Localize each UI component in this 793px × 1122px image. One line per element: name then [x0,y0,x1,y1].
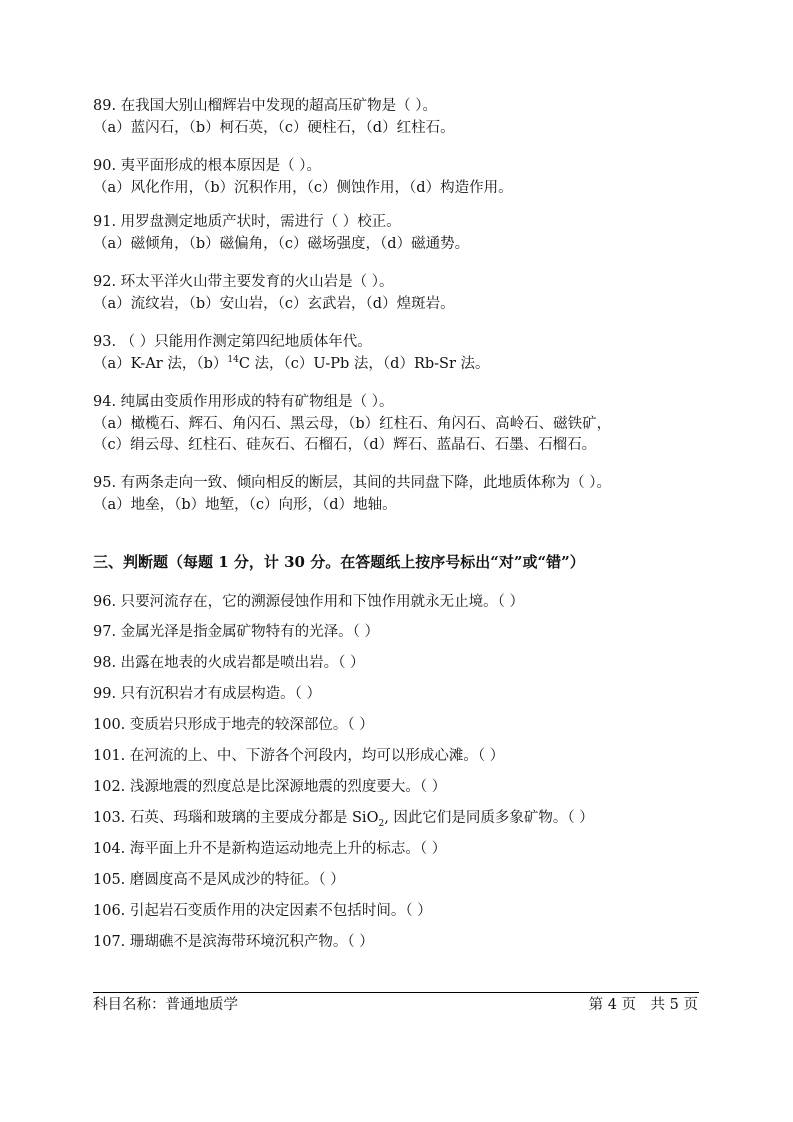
question-100: 100. 变质岩只形成于地壳的较深部位。（ ） [93,717,374,733]
question-91-stem: 91. 用罗盘测定地质产状时，需进行（ ）校正。 [93,214,401,230]
question-90-options: （a）风化作用，（b）沉积作用，（c）侧蚀作用，（d）构造作用。 [93,180,513,196]
sio2-subscript: 2 [378,818,385,829]
question-104: 104. 海平面上升不是新构造运动地壳上升的标志。（ ） [93,841,447,857]
footer-page-number: 第 4 页 共 5 页 [588,997,698,1013]
question-94-stem: 94. 纯属由变质作用形成的特有矿物组是（ ）。 [93,394,394,410]
question-93-options [93,354,490,374]
question-95-stem: 95. 有两条走向一致、倾向相反的断层，其间的共同盘下降，此地质体称为（ ）。 [93,475,612,491]
question-102: 102. 浅源地震的烈度总是比深源地震的烈度要大。（ ） [93,779,447,795]
question-96: 96. 只要河流存在，它的溯源侵蚀作用和下蚀作用就永无止境。（ ） [93,594,525,610]
question-98: 98. 出露在地表的火成岩都是喷出岩。（ ） [93,655,365,671]
question-95-options: （a）地垒，（b）地堑，（c）向形，（d）地轴。 [93,497,397,513]
question-101: 101. 在河流的上、中、下游各个河段内，均可以形成心滩。（ ） [93,748,505,764]
question-103-part-b: , 因此它们是同质多象矿物。（ ） [384,810,594,826]
question-90-stem: 90. 夷平面形成的根本原因是（ ）。 [93,158,322,174]
question-91-options: （a）磁倾角，（b）磁偏角，（c）磁场强度，（d）磁通势。 [93,236,470,252]
question-107: 107. 珊瑚礁不是滨海带环境沉积产物。（ ） [93,934,374,950]
question-99: 99. 只有沉积岩才有成层构造。（ ） [93,686,322,702]
question-97: 97. 金属光泽是指金属矿物特有的光泽。（ ） [93,624,380,640]
question-105: 105. 磨圆度高不是风成沙的特征。（ ） [93,872,345,888]
question-93-options-rest: C 法，（c）U-Pb 法，（d）Rb-Sr 法。 [238,356,490,372]
question-93-options-part-a: （a）K-Ar 法，（b） [93,356,228,372]
question-103 [93,808,594,828]
question-89-options: （a）蓝闪石，（b）柯石英，（c）硬柱石，（d）红柱石。 [93,120,455,136]
footer-divider [93,992,699,993]
section-3-title: 三、判断题（每题 1 分，计 30 分。在答题纸上按序号标出“对”或“错”） [93,553,585,571]
question-94-options-line1: （a）橄榄石、辉石、角闪石、黑云母，（b）红柱石、角闪石、高岭石、磁铁矿， [93,416,612,432]
question-92-options: （a）流纹岩，（b）安山岩，（c）玄武岩，（d）煌斑岩。 [93,296,455,312]
carbon-14-superscript: 14 [227,355,239,366]
question-103-part-a: 103. 石英、玛瑙和玻璃的主要成分都是 SiO [93,810,379,826]
question-106: 106. 引起岩石变质作用的决定因素不包括时间。（ ） [93,903,432,919]
footer-subject-name: 科目名称：普通地质学 [93,997,238,1013]
question-92-stem: 92. 环太平洋火山带主要发育的火山岩是（ ）。 [93,274,394,290]
question-94-options-line2: （c）绢云母、红柱石、硅灰石、石榴石，（d）辉石、蓝晶石、石墨、石榴石。 [93,437,597,453]
question-93-stem: 93. （ ）只能用作测定第四纪地质体年代。 [93,334,372,350]
question-89-stem: 89. 在我国大别山榴辉岩中发现的超高压矿物是（ ）。 [93,98,438,114]
